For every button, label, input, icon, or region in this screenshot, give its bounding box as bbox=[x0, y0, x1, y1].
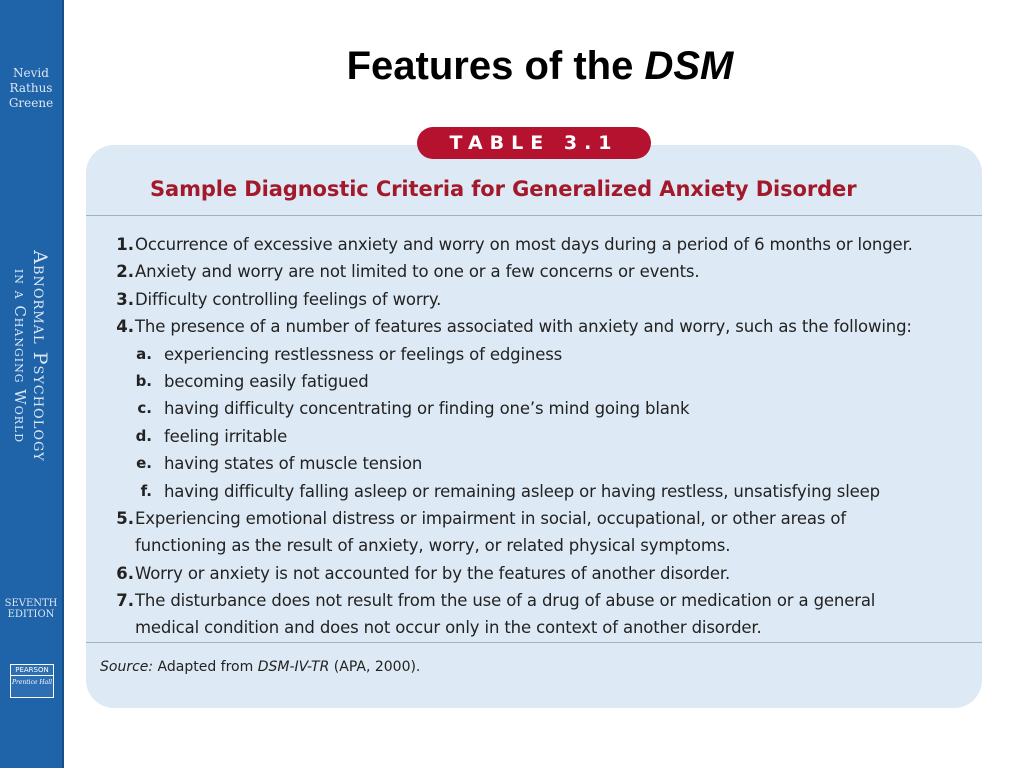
criterion-item bbox=[86, 313, 982, 340]
criterion-number: 3. bbox=[116, 289, 134, 309]
publisher-imprint: Prentice Hall bbox=[11, 679, 53, 686]
author-name: Rathus bbox=[9, 81, 53, 95]
book-title bbox=[11, 206, 51, 506]
publisher-name: PEARSON bbox=[11, 665, 53, 676]
table-number-badge: TABLE 3.1 bbox=[417, 127, 651, 159]
sub-criterion-item bbox=[86, 450, 982, 477]
publisher-logo bbox=[10, 664, 54, 698]
author-names bbox=[0, 66, 62, 111]
source-citation: (APA, 2000). bbox=[329, 659, 421, 675]
author-name: Greene bbox=[8, 96, 54, 110]
criterion-text: Occurrence of excessive anxiety and worry on most days during a period of 6 months or longer. bbox=[135, 235, 913, 254]
criterion-item bbox=[86, 231, 982, 258]
criterion-text: Experiencing emotional distress or impairment in social, occupational, or other areas of bbox=[135, 508, 847, 528]
criterion-text: medical condition and does not occur only in the context of another disorder. bbox=[135, 618, 762, 638]
criterion-continuation bbox=[86, 532, 982, 559]
table-panel bbox=[86, 145, 982, 708]
edition-label bbox=[0, 598, 62, 620]
criterion-number: 4. bbox=[116, 317, 134, 337]
book-spine-sidebar bbox=[0, 0, 64, 768]
book-title-line1: Abnormal Psychology bbox=[29, 250, 51, 462]
criteria-list bbox=[86, 231, 982, 642]
sub-criterion-letter: f. bbox=[140, 481, 152, 500]
edition-line1: SEVENTH bbox=[4, 598, 58, 609]
slide-title bbox=[70, 40, 1010, 92]
sub-criterion-item bbox=[86, 423, 982, 450]
criterion-text: Difficulty controlling feelings of worry. bbox=[135, 289, 442, 309]
sub-criterion-text: experiencing restlessness or feelings of edginess bbox=[164, 344, 563, 364]
criterion-continuation bbox=[86, 614, 982, 641]
book-title-line2: in a Changing World bbox=[11, 268, 29, 444]
sub-criterion-item bbox=[86, 341, 982, 368]
divider bbox=[86, 642, 982, 643]
sub-criterion-item bbox=[86, 395, 982, 422]
sub-criterion-text: becoming easily fatigued bbox=[164, 371, 369, 391]
source-note bbox=[100, 659, 420, 675]
criterion-text: Anxiety and worry are not limited to one or a few concerns or events. bbox=[135, 262, 700, 282]
sub-criterion-text: feeling irritable bbox=[164, 426, 288, 446]
criterion-item bbox=[86, 505, 982, 532]
sub-criterion-item bbox=[86, 368, 982, 395]
criterion-item bbox=[86, 286, 982, 313]
criterion-item bbox=[86, 587, 982, 614]
criterion-number: 1. bbox=[116, 235, 134, 254]
criterion-text: The disturbance does not result from the use of a drug of abuse or medication or a general bbox=[135, 591, 876, 611]
sub-criterion-letter: b. bbox=[135, 371, 152, 390]
table-heading: Sample Diagnostic Criteria for Generalized Anxiety Disorder bbox=[150, 177, 857, 201]
sub-criterion-text: having states of muscle tension bbox=[164, 454, 423, 474]
criterion-number: 6. bbox=[116, 563, 134, 583]
criterion-number: 7. bbox=[116, 591, 134, 611]
criterion-text: functioning as the result of anxiety, worry, or related physical symptoms. bbox=[135, 536, 731, 556]
criterion-text: Worry or anxiety is not accounted for by the features of another disorder. bbox=[135, 563, 731, 583]
edition-line2: EDITION bbox=[7, 609, 55, 620]
source-reference: DSM-IV-TR bbox=[257, 659, 330, 675]
source-text: Adapted from bbox=[153, 659, 258, 675]
criterion-number: 2. bbox=[116, 262, 134, 282]
sub-criterion-letter: a. bbox=[136, 344, 152, 363]
slide-title-prefix: Features of the bbox=[346, 44, 645, 88]
sub-criterion-text: having difficulty falling asleep or remaining asleep or having restless, unsatisfying sleep bbox=[164, 481, 881, 501]
sub-criterion-letter: c. bbox=[137, 399, 152, 418]
author-name: Nevid bbox=[13, 66, 49, 80]
source-label: Source: bbox=[100, 659, 154, 675]
sub-criterion-letter: d. bbox=[135, 426, 152, 445]
sub-criterion-letter: e. bbox=[136, 454, 152, 473]
divider bbox=[86, 215, 982, 216]
criterion-text: The presence of a number of features associated with anxiety and worry, such as the following: bbox=[135, 317, 912, 337]
sub-criterion-text: having difficulty concentrating or finding one’s mind going blank bbox=[164, 399, 690, 419]
slide-title-italic: DSM bbox=[644, 44, 734, 88]
sub-criterion-item bbox=[86, 478, 982, 505]
criterion-item bbox=[86, 258, 982, 285]
criterion-item bbox=[86, 560, 982, 587]
criterion-number: 5. bbox=[116, 508, 134, 528]
